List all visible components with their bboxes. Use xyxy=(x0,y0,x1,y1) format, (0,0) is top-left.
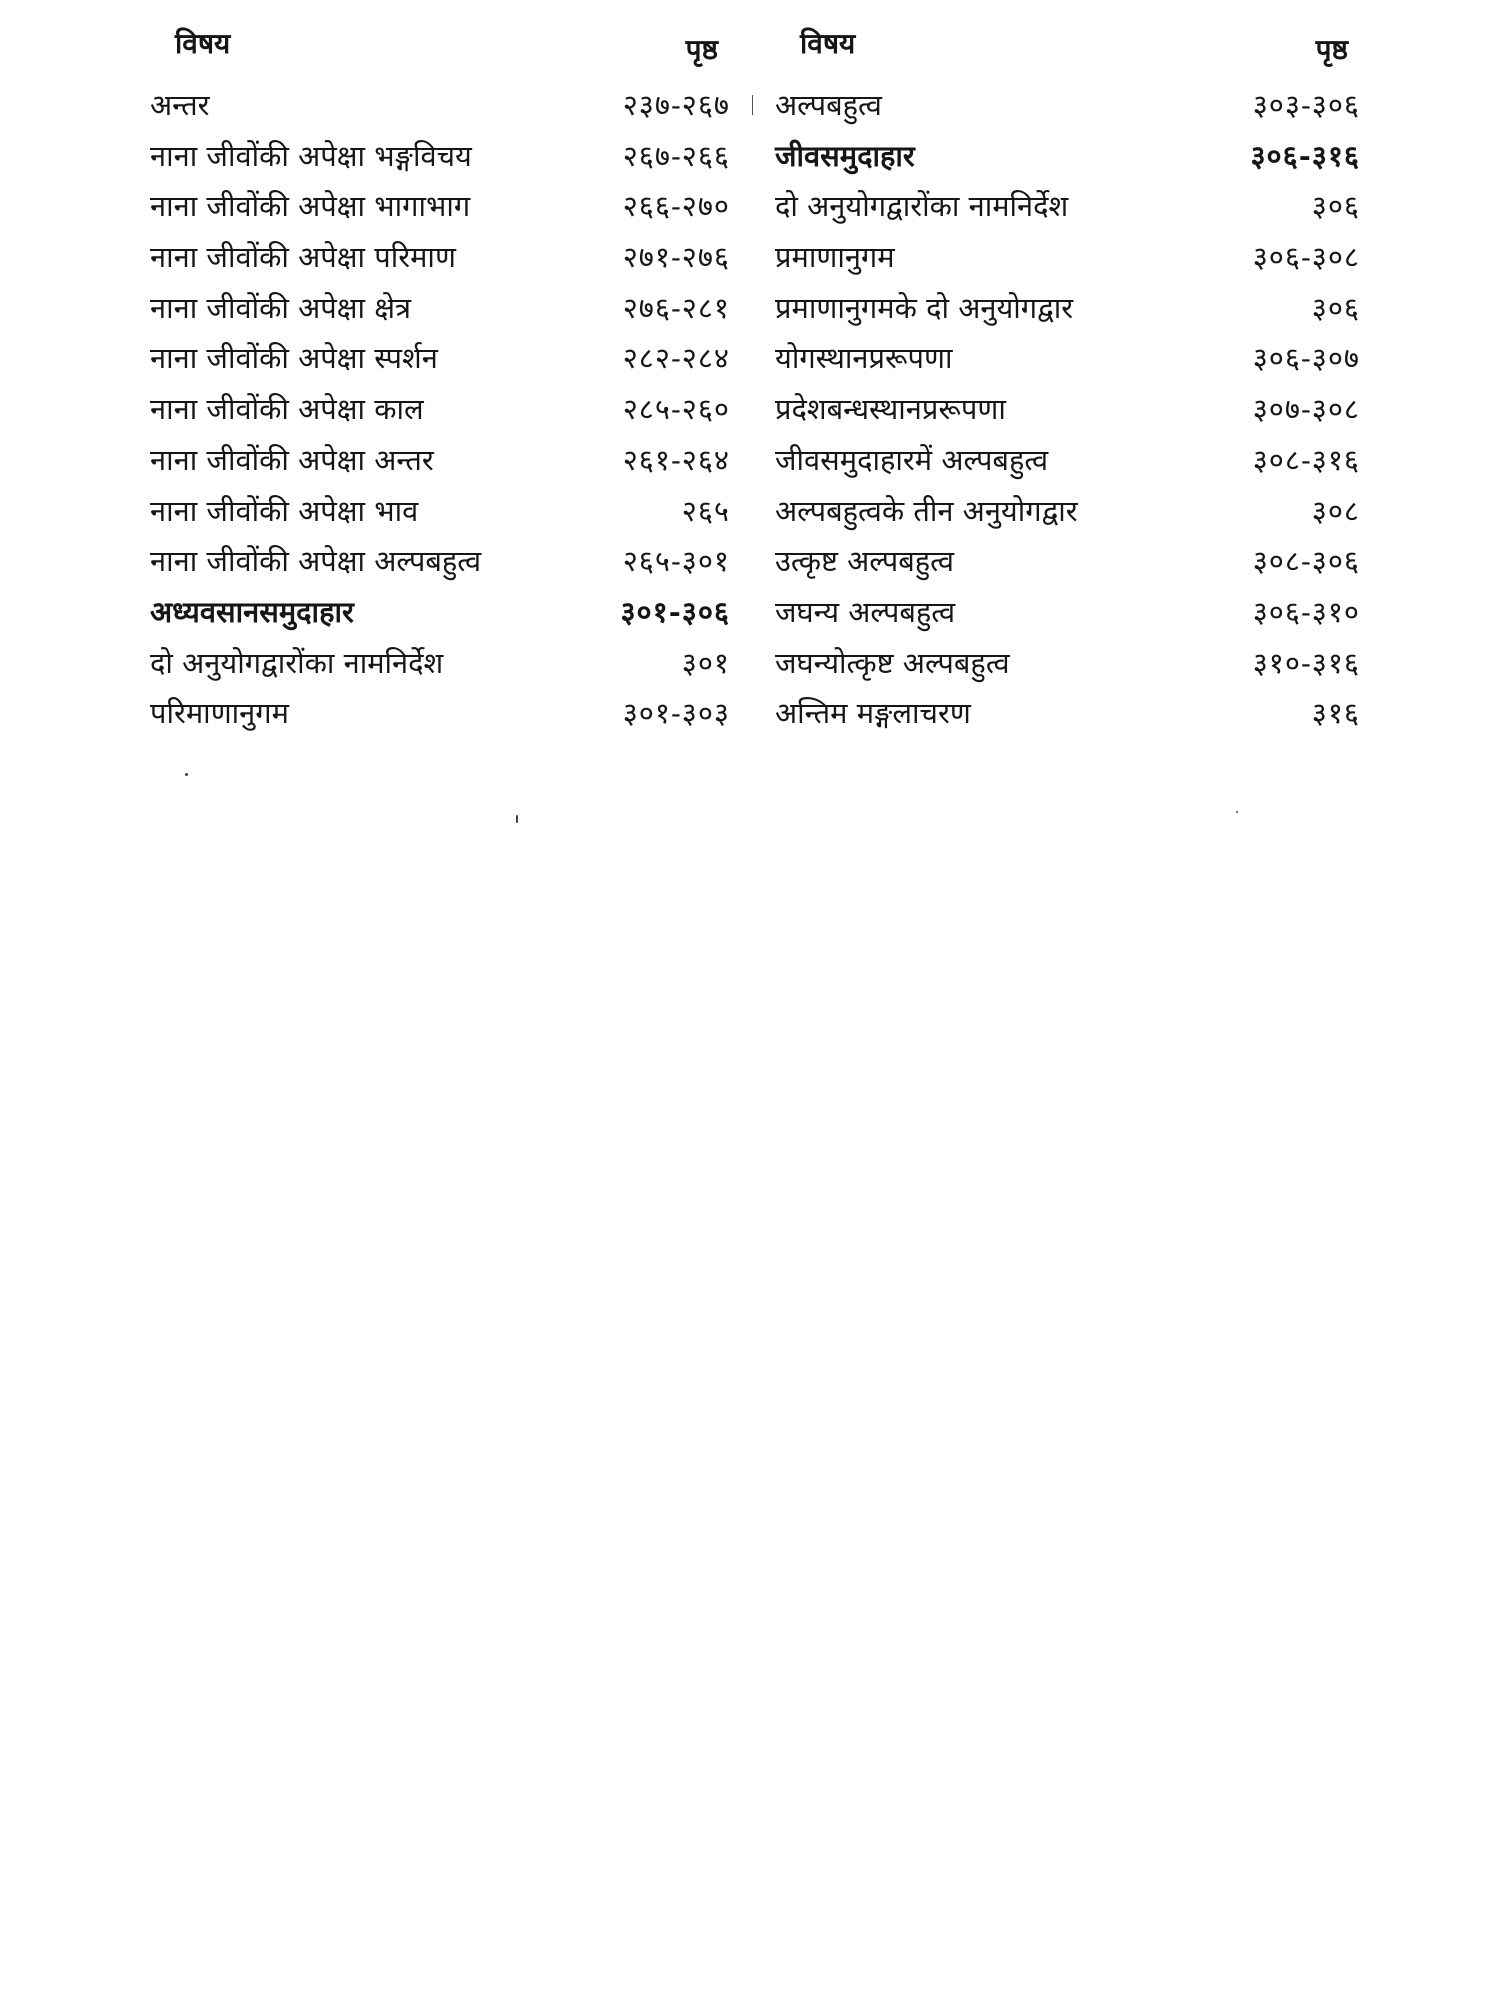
entry-topic: नाना जीवोंकी अपेक्षा अल्पबहुत्व xyxy=(150,544,482,579)
entry-list xyxy=(150,80,730,739)
contents-entry xyxy=(150,536,730,587)
subject-header: विषय xyxy=(800,27,856,60)
entry-topic: दो अनुयोगद्वारोंका नामनिर्देश xyxy=(150,645,444,680)
entry-pages: २८२-२८४ xyxy=(622,341,730,376)
contents-entry xyxy=(775,80,1360,131)
entry-topic: अन्तिम मङ्गलाचरण xyxy=(775,696,971,731)
scan-speck xyxy=(185,773,188,776)
entry-pages: ३०१-३०६ xyxy=(620,594,730,629)
contents-entry xyxy=(150,486,730,537)
column-header xyxy=(775,24,1360,80)
page-header: पृष्ठ xyxy=(1315,33,1348,66)
entry-topic: नाना जीवोंकी अपेक्षा परिमाण xyxy=(150,240,456,275)
entry-pages: ३०६-३१६ xyxy=(1250,138,1360,173)
entry-topic: नाना जीवोंकी अपेक्षा काल xyxy=(150,392,424,427)
contents-column-left xyxy=(150,24,730,739)
entry-pages: ३०६-३०७ xyxy=(1252,341,1360,376)
entry-pages: २७१-२७६ xyxy=(622,240,730,275)
contents-entry xyxy=(775,688,1360,739)
entry-topic: नाना जीवोंकी अपेक्षा क्षेत्र xyxy=(150,290,412,325)
entry-topic: जीवसमुदाहारमें अल्पबहुत्व xyxy=(775,442,1049,477)
column-header xyxy=(150,24,730,80)
contents-entry xyxy=(775,384,1360,435)
contents-entry xyxy=(775,283,1360,334)
entry-topic: अन्तर xyxy=(150,88,210,122)
contents-entry xyxy=(775,486,1360,537)
entry-pages: ३०६-३०८ xyxy=(1252,240,1360,275)
entry-pages: ३०६-३१० xyxy=(1252,594,1360,629)
entry-topic: नाना जीवोंकी अपेक्षा अन्तर xyxy=(150,442,434,477)
contents-entry xyxy=(150,131,730,182)
entry-topic: जघन्योत्कृष्ट अल्पबहुत्व xyxy=(775,645,1010,680)
entry-pages: ३०८-३१६ xyxy=(1252,442,1360,477)
contents-entry xyxy=(775,638,1360,689)
contents-entry xyxy=(150,384,730,435)
entry-pages: ३०३-३०६ xyxy=(1252,88,1360,122)
entry-pages: २३७-२६७ xyxy=(622,88,730,122)
entry-pages: २७६-२८१ xyxy=(622,290,730,325)
entry-pages: ३१६ xyxy=(1311,696,1360,731)
entry-topic: प्रमाणानुगमके दो अनुयोगद्वार xyxy=(775,290,1074,325)
entry-topic: उत्कृष्ट अल्पबहुत्व xyxy=(775,544,954,579)
entry-list xyxy=(775,80,1360,739)
entry-pages: ३०८ xyxy=(1311,493,1360,528)
entry-pages: २६५ xyxy=(681,493,730,528)
scan-speck xyxy=(516,815,518,823)
page-header: पृष्ठ xyxy=(685,33,718,66)
entry-topic: नाना जीवोंकी अपेक्षा भङ्गविचय xyxy=(150,138,472,173)
entry-pages: ३१०-३१६ xyxy=(1252,645,1360,680)
entry-topic: योगस्थानप्ररूपणा xyxy=(775,341,953,376)
contents-entry xyxy=(775,181,1360,232)
entry-topic: अध्यवसानसमुदाहार xyxy=(150,594,354,629)
contents-entry xyxy=(150,283,730,334)
entry-topic: नाना जीवोंकी अपेक्षा भाव xyxy=(150,493,419,528)
entry-pages: ३०७-३०८ xyxy=(1252,392,1360,427)
contents-entry xyxy=(775,536,1360,587)
entry-pages: ३०१-३०३ xyxy=(622,696,730,731)
entry-topic: दो अनुयोगद्वारोंका नामनिर्देश xyxy=(775,189,1069,224)
contents-entry xyxy=(775,131,1360,182)
contents-entry xyxy=(150,587,730,638)
entry-pages: २६१-२६४ xyxy=(622,442,730,477)
entry-pages: २६६-२७० xyxy=(622,189,730,224)
entry-topic: प्रमाणानुगम xyxy=(775,240,895,275)
entry-pages: ३०८-३०६ xyxy=(1252,544,1360,579)
column-divider xyxy=(752,95,753,115)
contents-entry xyxy=(775,587,1360,638)
contents-entry xyxy=(775,232,1360,283)
subject-header: विषय xyxy=(175,27,231,60)
scan-speck xyxy=(1236,811,1238,813)
entry-pages: ३०६ xyxy=(1311,189,1360,224)
entry-pages: २६५-३०१ xyxy=(622,544,730,579)
contents-entry xyxy=(150,80,730,131)
entry-topic: जीवसमुदाहार xyxy=(775,138,915,173)
entry-topic: नाना जीवोंकी अपेक्षा स्पर्शन xyxy=(150,341,438,376)
contents-column-right xyxy=(775,24,1360,739)
entry-pages: २६७-२६६ xyxy=(622,138,730,173)
contents-entry xyxy=(150,333,730,384)
entry-pages: ३०६ xyxy=(1311,290,1360,325)
contents-entry xyxy=(775,333,1360,384)
entry-topic: नाना जीवोंकी अपेक्षा भागाभाग xyxy=(150,189,471,224)
contents-entry xyxy=(150,638,730,689)
entry-topic: परिमाणानुगम xyxy=(150,696,289,731)
contents-entry xyxy=(150,435,730,486)
entry-topic: अल्पबहुत्व xyxy=(775,88,882,122)
entry-topic: अल्पबहुत्वके तीन अनुयोगद्वार xyxy=(775,493,1078,528)
contents-entry xyxy=(150,181,730,232)
entry-topic: प्रदेशबन्धस्थानप्ररूपणा xyxy=(775,392,1006,427)
contents-entry xyxy=(775,435,1360,486)
entry-pages: ३०१ xyxy=(681,645,730,680)
contents-entry xyxy=(150,688,730,739)
entry-pages: २८५-२६० xyxy=(622,392,730,427)
contents-entry xyxy=(150,232,730,283)
entry-topic: जघन्य अल्पबहुत्व xyxy=(775,594,956,629)
